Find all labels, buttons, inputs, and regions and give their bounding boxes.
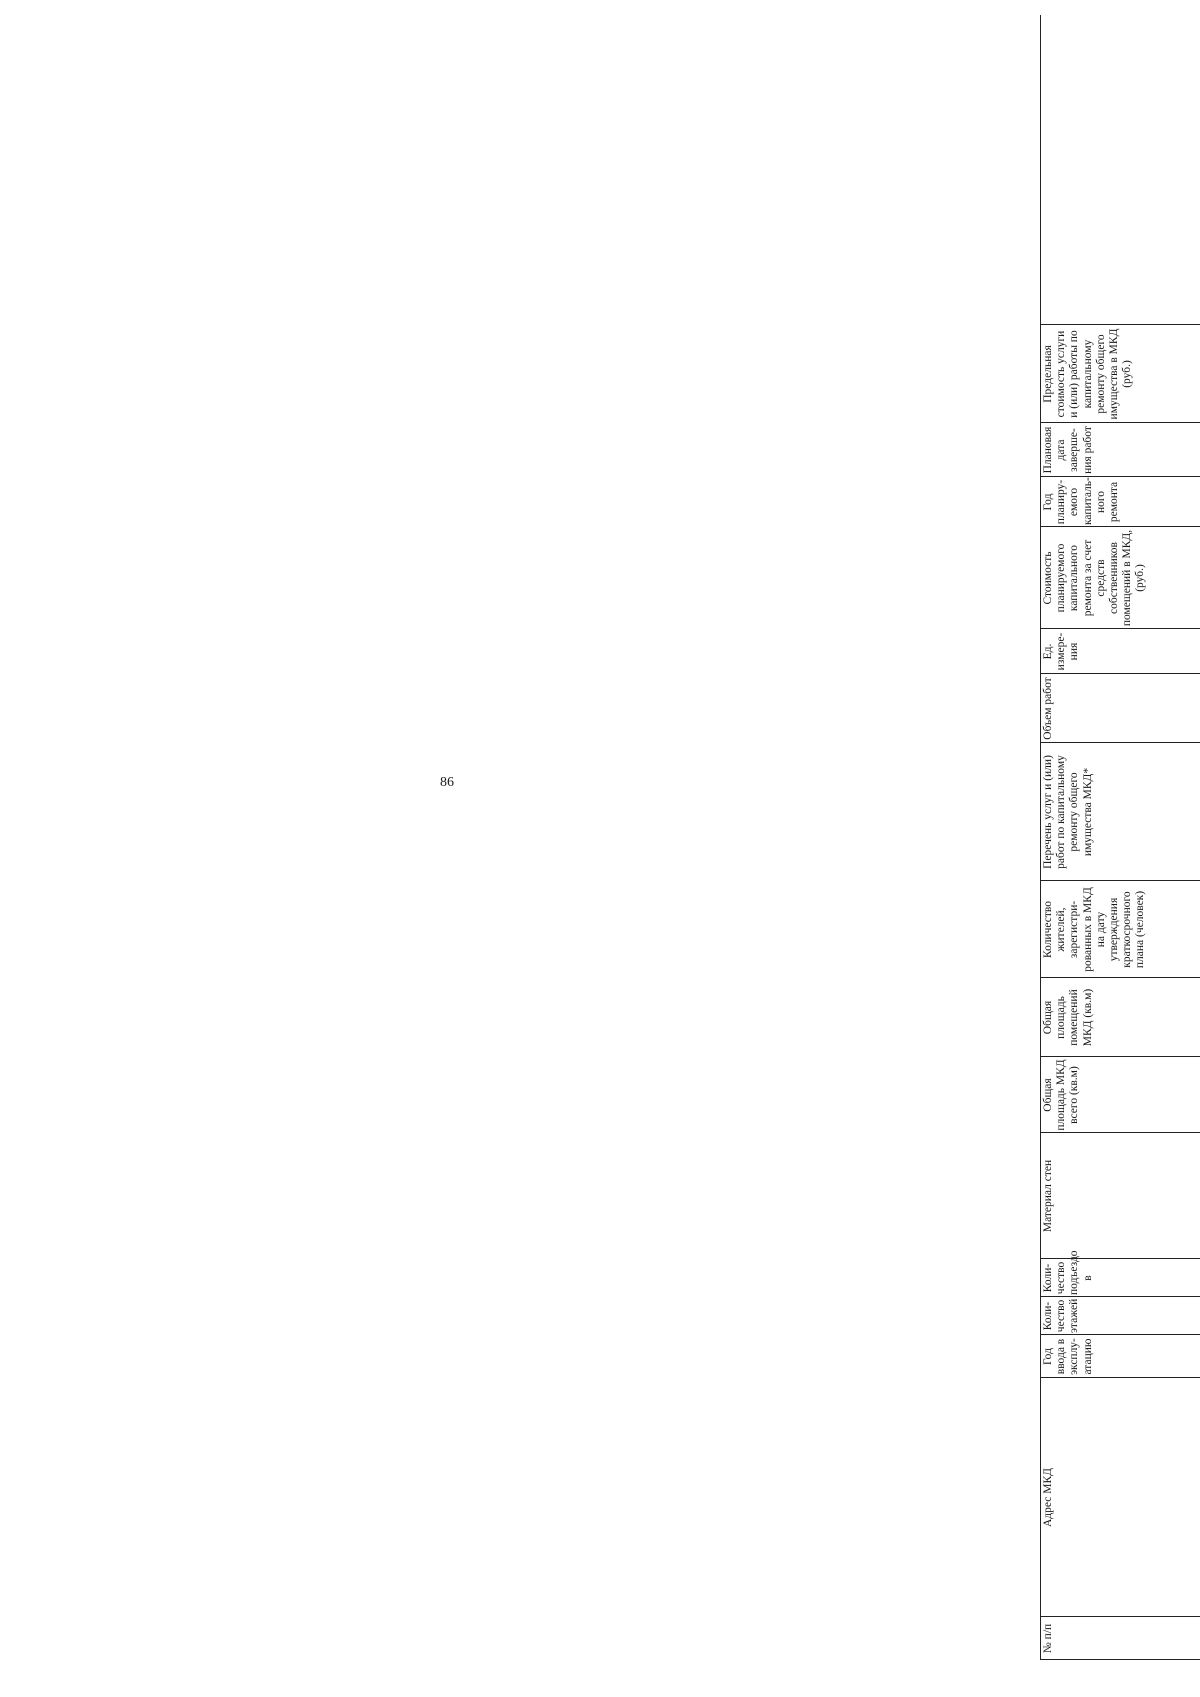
- column-divider: [1040, 628, 1200, 629]
- column-header: Адрес МКД: [1042, 1467, 1054, 1528]
- column-divider: [1040, 880, 1200, 881]
- column-divider: [1040, 476, 1200, 477]
- column-header: Год ввода в эксплу-атацию: [1042, 1338, 1094, 1375]
- column-header: Стоимость планируемого капитального ремонта за счет средств собственников помещений в МКД, (руб.): [1042, 529, 1147, 627]
- column-divider: [1040, 324, 1200, 325]
- column-divider: [1040, 1056, 1200, 1057]
- column-divider: [1040, 977, 1200, 978]
- column-header: Объем работ: [1042, 677, 1054, 740]
- repair-plan-table: [1040, 15, 1200, 1660]
- column-header: Коли-чество подъездо в: [1042, 1250, 1094, 1295]
- column-header: Предельная стоимость услуги и (или) работы по капитальному ремонту общего имущества в МКД (руб.): [1042, 328, 1134, 420]
- column-divider: [1040, 1377, 1200, 1378]
- column-header: Общая площадь помещений МКД (кв.м): [1042, 988, 1094, 1047]
- rotated-table-sheet: [1040, 15, 1200, 1660]
- column-divider: [1040, 1334, 1200, 1335]
- row-divider: [1040, 15, 1041, 1660]
- column-header: Год планиру-емого капиталь-ного ремонта: [1042, 477, 1121, 525]
- column-header: Плановая дата заверше-ния работ: [1042, 426, 1094, 474]
- column-divider: [1040, 1296, 1200, 1297]
- column-divider: [1040, 1132, 1200, 1133]
- column-header: Количество жителей, зарегистри-рованных в МКД на дату утверждения краткосрочного плана (человек): [1042, 887, 1147, 972]
- column-divider: [1040, 422, 1200, 423]
- page-number: 86: [440, 775, 454, 790]
- column-header: Ед. измере-ния: [1042, 632, 1081, 671]
- column-divider: [1040, 1659, 1200, 1660]
- column-header: Перечень услуг и (или) работ по капитальному ремонту общего имущества МКД*: [1042, 755, 1094, 869]
- column-divider: [1040, 1258, 1200, 1259]
- column-divider: [1040, 1616, 1200, 1617]
- column-header: Общая площадь МКД всего (кв.м): [1042, 1059, 1081, 1131]
- column-header: Материал стен: [1042, 1159, 1054, 1233]
- column-divider: [1040, 742, 1200, 743]
- column-divider: [1040, 673, 1200, 674]
- column-header: № п/п: [1042, 1623, 1054, 1654]
- column-header: Коли-чество этажей: [1042, 1298, 1081, 1333]
- column-divider: [1040, 526, 1200, 527]
